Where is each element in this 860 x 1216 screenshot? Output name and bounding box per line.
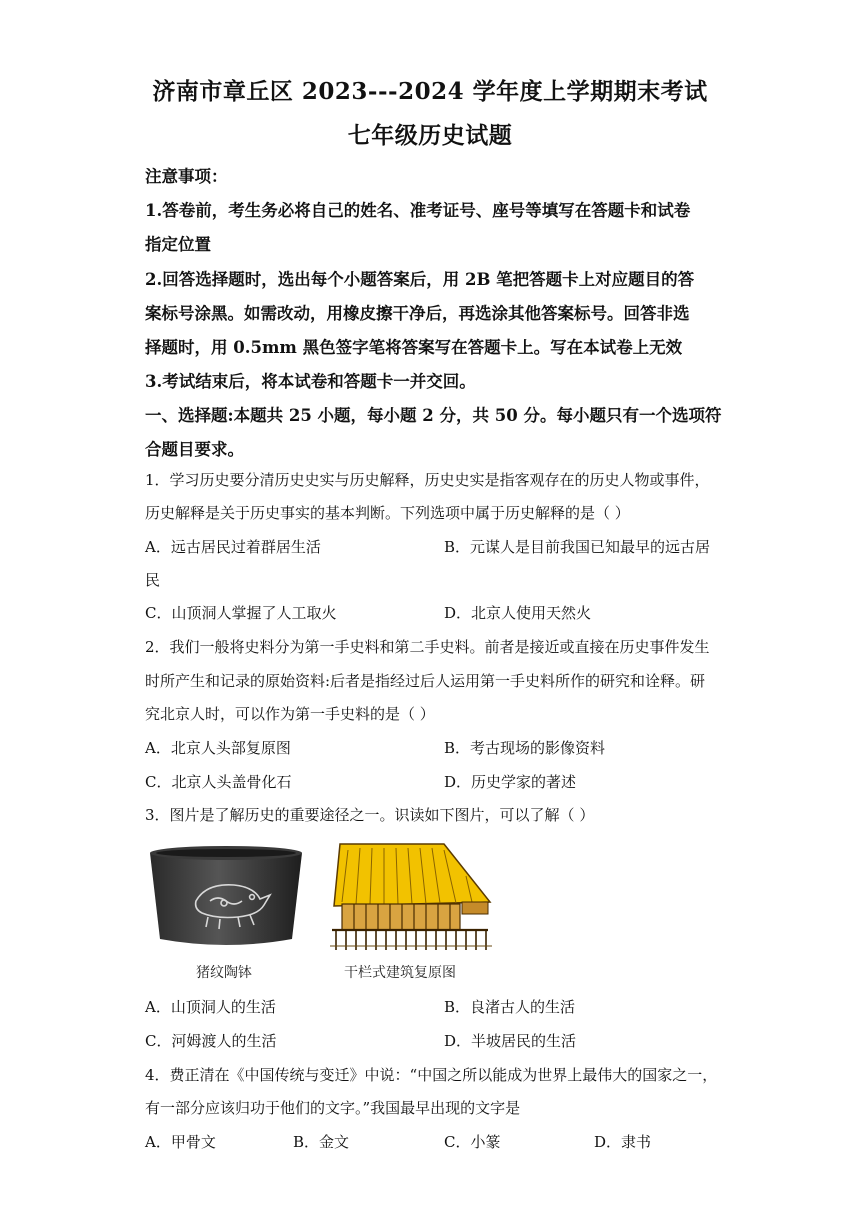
q2-stem-line-3: 究北京人时，可以作为第一手史料的是（ ） [145, 705, 435, 723]
q2-option-a: A．北京人头部复原图 [145, 739, 291, 757]
notes-heading: 注意事项： [145, 167, 228, 186]
q3-option-d: D．半坡居民的生活 [444, 1032, 577, 1050]
q3-option-b: B．良渚古人的生活 [444, 998, 576, 1016]
exam-subtitle: 七年级历史试题 [347, 122, 513, 149]
q3-stem: 3．图片是了解历史的重要途径之一。识读如下图片，可以了解（ ） [145, 806, 595, 824]
q4-option-c: C．小篆 [444, 1133, 501, 1151]
stilt-house-image [326, 842, 494, 954]
note-3: 3.考试结束后，将本试卷和答题卡一并交回。 [145, 372, 476, 391]
note-2-line-2: 案标号涂黑。如需改动，用橡皮擦干净后，再选涂其他答案标号。回答非选 [145, 304, 690, 323]
q4-option-d: D．隶书 [594, 1133, 652, 1151]
stilt-house-caption: 干栏式建筑复原图 [344, 965, 456, 981]
q3-option-c: C．河姆渡人的生活 [145, 1032, 277, 1050]
q2-stem-line-2: 时所产生和记录的原始资料:后者是指经过后人运用第一手史料所作的研究和诠释。研 [145, 672, 706, 690]
note-2-line-3: 择题时，用 0.5mm 黑色签字笔将答案写在答题卡上。写在本试卷上无效 [145, 338, 683, 357]
q4-option-b: B．金文 [293, 1133, 350, 1151]
q1-stem-line-2: 历史解释是关于历史事实的基本判断。下列选项中属于历史解释的是（ ） [145, 504, 630, 522]
q4-option-a: A．甲骨文 [145, 1133, 216, 1151]
q1-stem-line-1: 1．学习历史要分清历史史实与历史解释，历史史实是指客观存在的历史人物或事件， [145, 471, 710, 489]
note-1-line-1: 1.答卷前，考生务必将自己的姓名、准考证号、座号等填写在答题卡和试卷 [145, 201, 691, 220]
section-1-heading: 一、选择题:本题共 25 小题，每小题 2 分，共 50 分。每小题只有一个选项符 [145, 406, 722, 425]
q3-option-a: A．山顶洞人的生活 [145, 998, 276, 1016]
q4-stem-line-2: 有一部分应该归功于他们的文字。”我国最早出现的文字是 [145, 1099, 521, 1117]
section-1-heading-cont: 合题目要求。 [145, 440, 244, 459]
q1-option-a: A．远古居民过着群居生活 [145, 538, 321, 556]
q2-option-b: B．考古现场的影像资料 [444, 739, 606, 757]
q2-option-d: D．历史学家的著述 [444, 773, 577, 791]
note-1-line-2: 指定位置 [145, 235, 211, 254]
q4-stem-line-1: 4．费正清在《中国传统与变迁》中说：“中国之所以能成为世界上最伟大的国家之一， [145, 1066, 718, 1084]
pottery-bowl-caption: 猪纹陶钵 [196, 965, 252, 981]
note-2-line-1: 2.回答选择题时，选出每个小题答案后，用 2B 笔把答题卡上对应题目的答 [145, 270, 695, 289]
q2-stem-line-1: 2．我们一般将史料分为第一手史料和第二手史料。前者是接近或直接在历史事件发生 [145, 638, 710, 656]
q1-option-c: C．山顶洞人掌握了人工取火 [145, 604, 337, 622]
q1-option-b-cont: 民 [145, 571, 161, 589]
exam-title: 济南市章丘区 2023---2024 学年度上学期期末考试 [152, 78, 708, 105]
pig-pattern-pottery-bowl-image [146, 843, 306, 953]
q1-option-d: D．北京人使用天然火 [444, 604, 592, 622]
q1-option-b: B．元谋人是目前我国已知最早的远古居 [444, 538, 711, 556]
q2-option-c: C．北京人头盖骨化石 [145, 773, 292, 791]
